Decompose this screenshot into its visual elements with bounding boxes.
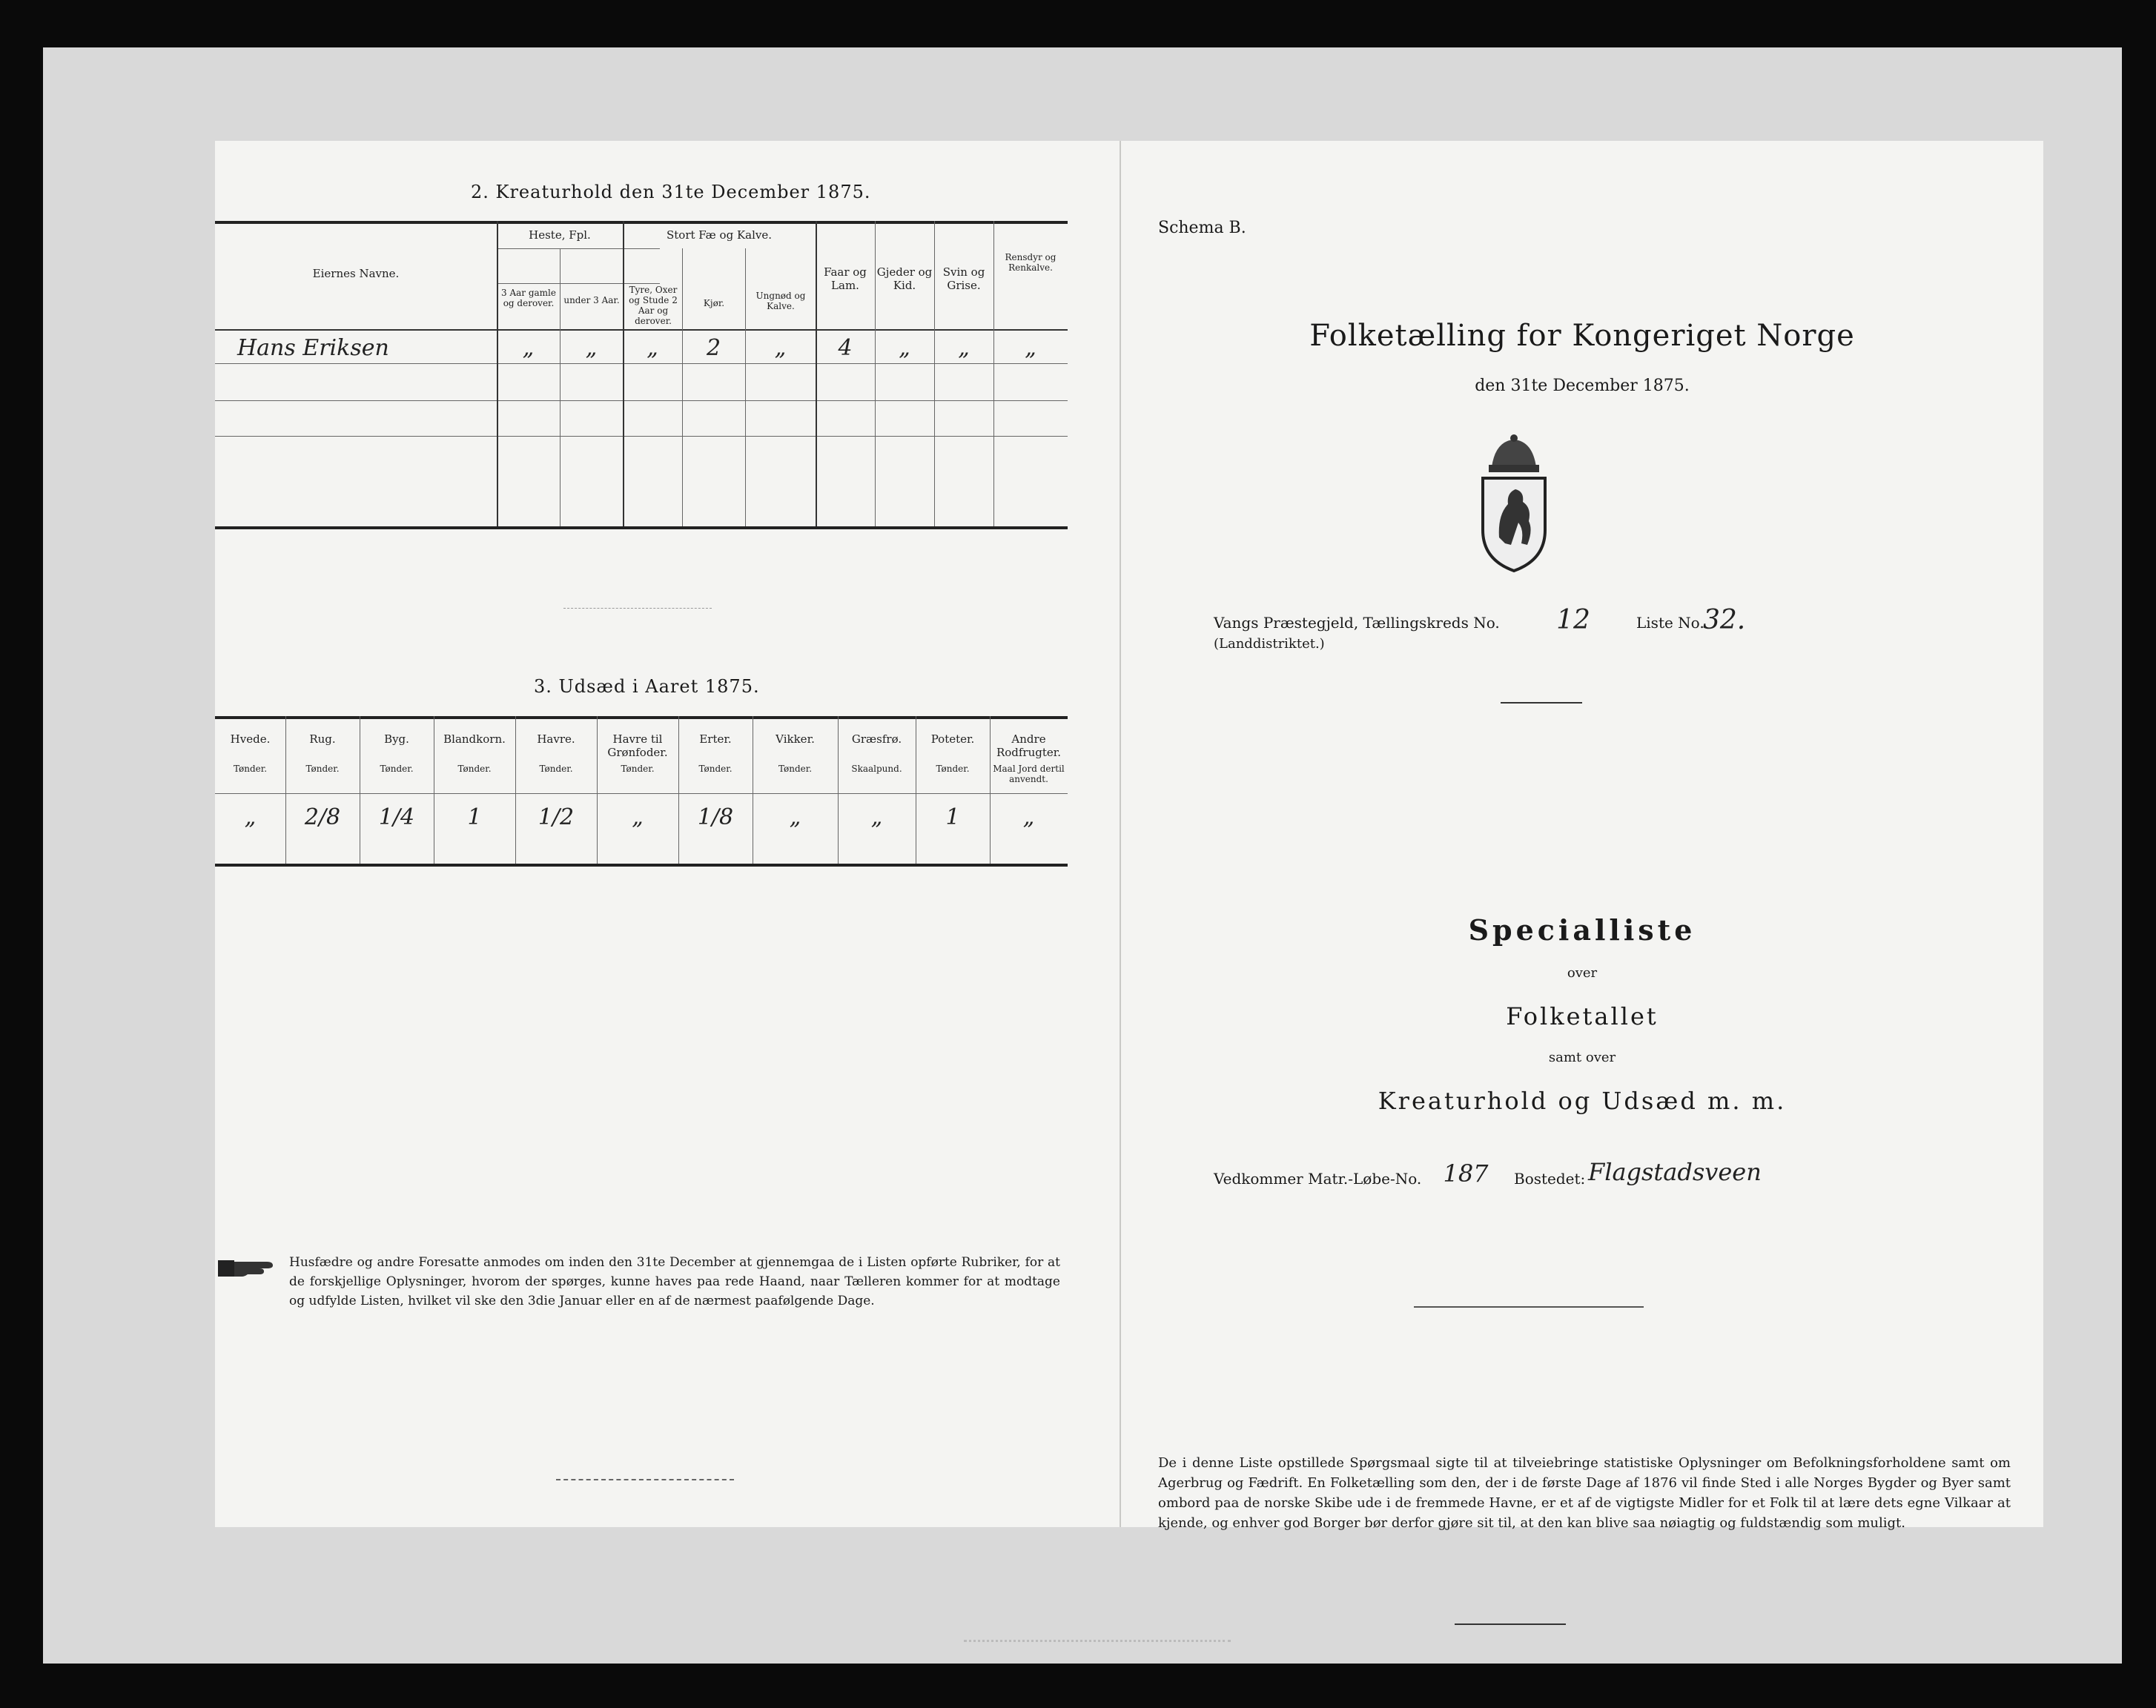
pointing-hand-icon <box>215 1253 282 1282</box>
owner-name: Hans Eriksen <box>237 335 389 361</box>
cell-reindeer: „ <box>1025 335 1036 361</box>
seed-col-unit: Tønder. <box>539 764 573 774</box>
seed-col-header: Poteter. <box>930 732 975 746</box>
seed-col-header: Rug. <box>309 732 336 746</box>
seed-col-unit: Tønder. <box>778 764 813 774</box>
seed-col-unit: Tønder. <box>621 764 655 774</box>
seed-value-cell: 1/8 <box>697 804 734 830</box>
col-reindeer-header: Rensdyr og Renkalve. <box>1005 252 1056 273</box>
seed-col-header: Hvede. <box>230 732 271 746</box>
col-horses-header: Heste, Fpl. <box>529 228 591 242</box>
cell-cows: 2 <box>706 335 721 361</box>
main-title: Folketælling for Kongeriget Norge <box>1309 319 1855 353</box>
seed-col-header: Græsfrø. <box>851 732 902 746</box>
seed-value-cell: 1/2 <box>538 804 575 830</box>
col-goats-header: Gjeder og Kid. <box>876 265 933 292</box>
divider <box>563 608 712 609</box>
seed-col-unit: Tønder. <box>380 764 414 774</box>
seed-col-unit: Tønder. <box>305 764 340 774</box>
parish-sub: (Landdistriktet.) <box>1214 636 1325 652</box>
schema-label: Schema B. <box>1158 219 1246 237</box>
bosted-label: Bostedet: <box>1514 1170 1586 1188</box>
seed-col-unit: Maal Jord dertil anvendt. <box>993 764 1065 784</box>
notice-text: Husfædre og andre Foresatte anmodes om inden den 31te December at gjennemgaa de i Listen opførte Rubriker, for at de forskjellige Oplysninger, hvorom der spørges, kunne haves paa rede Haand, naar Tælleren kommer for at modtage og udfylde Listen, hvilket vil ske den 3die Januar eller en af de nærmest paafølgende Dage. <box>289 1255 1060 1308</box>
seed-col-header: Byg. <box>384 732 409 746</box>
seed-value-cell: 1 <box>945 804 960 830</box>
kreaturhold-text: Kreaturhold og Udsæd m. m. <box>1378 1087 1787 1115</box>
left-page <box>215 141 1120 1527</box>
livestock-title: 2. Kreaturhold den 31te December 1875. <box>471 182 871 202</box>
seed-col-unit: Tønder. <box>233 764 268 774</box>
seed-value-cell: „ <box>789 804 801 830</box>
seed-col-header: Blandkorn. <box>443 732 506 746</box>
divider <box>1501 702 1582 704</box>
seed-title: 3. Udsæd i Aaret 1875. <box>534 676 760 697</box>
seed-col-header: Havre. <box>537 732 575 746</box>
right-page <box>1120 141 2043 1531</box>
seed-value-cell: 2/8 <box>304 804 341 830</box>
cell-goats: „ <box>899 335 910 361</box>
district-number: 12 <box>1556 605 1590 635</box>
seed-value-cell: 1/4 <box>378 804 415 830</box>
col-pigs-header: Svin og Grise. <box>942 265 985 292</box>
cell-young-cattle: „ <box>774 335 787 361</box>
bosted-value: Flagstadsveen <box>1588 1158 1762 1186</box>
seed-col-header: Vikker. <box>776 732 815 746</box>
sub-horse-young: under 3 Aar. <box>563 295 620 305</box>
special-title: Specialliste <box>1468 913 1696 947</box>
over-text: over <box>1567 965 1598 981</box>
col-owner-header: Eiernes Navne. <box>312 267 400 280</box>
divider <box>1414 1306 1644 1308</box>
seed-value-cell: „ <box>632 804 644 830</box>
list-number: 32. <box>1703 605 1746 635</box>
col-sheep-header: Faar og Lam. <box>824 265 867 292</box>
sub-cattle-bulls: Tyre, Oxer og Stude 2 Aar og derover. <box>629 285 678 326</box>
scan-edge-mark <box>964 1640 1231 1642</box>
cell-pigs: „ <box>958 335 970 361</box>
sub-cattle-young: Ungnød og Kalve. <box>755 291 806 311</box>
list-label: Liste No. <box>1636 614 1704 632</box>
bottom-divider <box>1455 1623 1566 1625</box>
col-cattle-header: Stort Fæ og Kalve. <box>666 228 773 242</box>
sub-horse-old: 3 Aar gamle og derover. <box>501 288 556 308</box>
main-subtitle: den 31te December 1875. <box>1475 377 1690 395</box>
matr-number: 187 <box>1443 1159 1489 1188</box>
cell-bulls: „ <box>647 335 658 361</box>
seed-col-unit: Skaalpund. <box>851 764 902 774</box>
samt-over-text: samt over <box>1548 1050 1616 1065</box>
cell-horse-old: „ <box>522 335 535 361</box>
folketallet-text: Folketallet <box>1506 1002 1659 1030</box>
seed-col-unit: Tønder. <box>698 764 733 774</box>
seed-value-cell: „ <box>870 804 883 830</box>
bottom-divider <box>556 1479 734 1480</box>
seed-col-unit: Tønder. <box>457 764 492 774</box>
footnote-text: De i denne Liste opstillede Spørgsmaal sigte til at tilveiebringe statistiske Oplysninger om Befolkningsforholdene samt om Agerbrug og Fædrift. En Folketælling som den, der i de første Dage af 1876 vil finde Sted i alle Norges Bygder og Byer samt ombord paa de norske Skibe ude i de fremmede Havne, er et af de vigtigste Midler for et Folk til at lære dets egne Vilkaar at kjende, og enhver god Borger bør derfor gjøre sit til, at den kan blive saa nøiagtig og fuldstændig som muligt. <box>1158 1455 2011 1531</box>
seed-col-header: Andre Rodfrugter. <box>996 732 1062 759</box>
cell-sheep: 4 <box>838 335 853 361</box>
seed-col-header: Erter. <box>699 732 732 746</box>
parish-label: Vangs Præstegjeld, Tællingskreds No. <box>1214 614 1500 632</box>
matr-label: Vedkommer Matr.-Løbe-No. <box>1214 1170 1422 1188</box>
seed-value-cell: „ <box>1022 804 1035 830</box>
seed-value-cell: „ <box>244 804 257 830</box>
seed-col-unit: Tønder. <box>936 764 970 774</box>
seed-col-header: Havre til Grønfoder. <box>607 732 668 759</box>
seed-value-cell: 1 <box>467 804 482 830</box>
cell-horse-young: „ <box>585 335 598 361</box>
norwegian-lion-coat-of-arms-icon <box>1469 434 1558 575</box>
sub-cattle-cows: Kjør. <box>703 298 725 308</box>
